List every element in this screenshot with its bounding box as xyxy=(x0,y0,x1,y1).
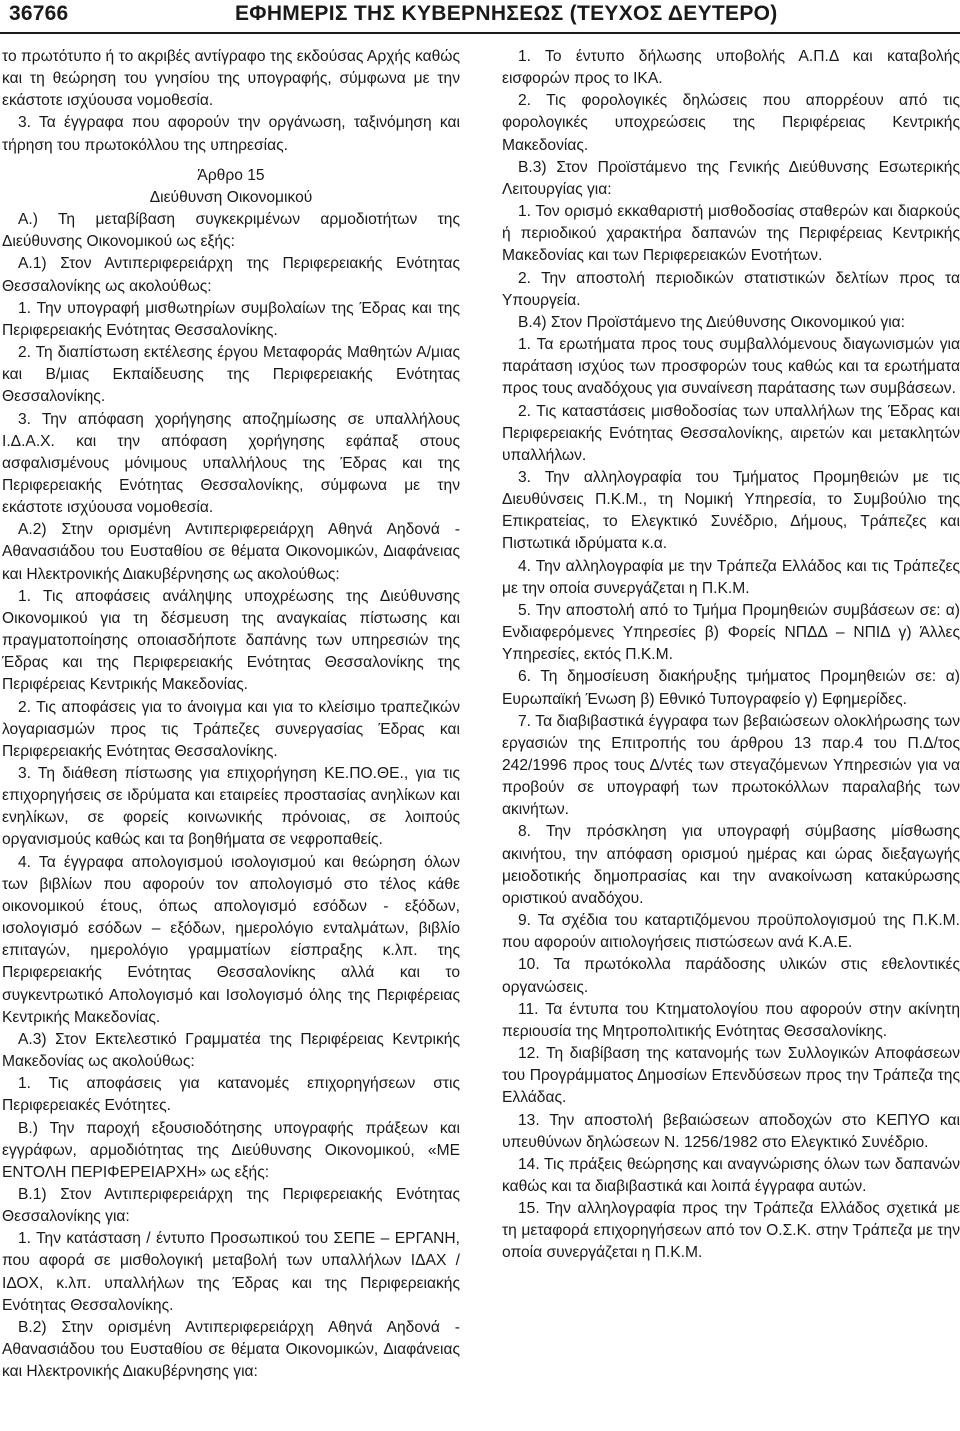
paragraph: 1. Τα ερωτήματα προς τους συμβαλλόμενους διαγωνισμών για παράταση ισχύος των προσφορών τους καθώς και τα ερωτήματα προς τους αναδόχους για συναίνεση παράτασης των συμβάσεων. xyxy=(502,336,960,398)
article-subheading: Διεύθυνση Οικονομικού xyxy=(149,188,313,206)
paragraph: 2. Τη διαπίστωση εκτέλεσης έργου Μεταφοράς Μαθητών Α/μιας και Β/μιας Εκπαίδευσης της Περιφερειακής Ενότητας Θεσσαλονίκης. xyxy=(2,344,460,406)
paragraph: 2. Την αποστολή περιοδικών στατιστικών δελτίων προς τα Υπουργεία. xyxy=(502,269,960,309)
paragraph: 1. Την κατάσταση / έντυπο Προσωπικού του ΣΕΠΕ – ΕΡΓΑΝΗ, που αφορά σε μισθολογική μεταβολή των υπαλλήλων ΙΔΑΧ / ΙΔΟΧ, κ.λπ. υπαλλήλων της Έδρας και της Περιφερειακής Ενότητας Θεσσαλονίκης. xyxy=(2,1230,460,1314)
right-column xyxy=(502,46,960,1265)
paragraph: 1. Τον ορισμό εκκαθαριστή μισθοδοσίας σταθερών και διαρκούς ή περιοδικού χαρακτήρα δαπανών της Περιφέρειας Κεντρικής Μακεδονίας και των Περιφερειακών Ενοτήτων. xyxy=(502,203,960,265)
paragraph: 4. Την αλληλογραφία με την Τράπεζα Ελλάδος και τις Τράπεζες με την οποία συνεργάζεται η Π.Κ.Μ. xyxy=(502,557,960,597)
journal-title: ΕΦΗΜΕΡΙΣ ΤΗΣ ΚΥΒΕΡΝΗΣΕΩΣ (ΤΕΥΧΟΣ ΔΕΥΤΕΡΟ) xyxy=(235,2,778,25)
paragraph: 3. Τα έγγραφα που αφορούν την οργάνωση, ταξινόμηση και τήρηση του πρωτοκόλλου της υπηρεσίας. xyxy=(2,114,460,154)
paragraph: 2. Τις καταστάσεις μισθοδοσίας των υπαλλήλων της Έδρας και Περιφερειακής Ενότητας Θεσσαλονίκης, αιρετών και μετακλητών υπαλλήλων. xyxy=(502,402,960,464)
paragraph: 15. Την αλληλογραφία προς την Τράπεζα Ελλάδος σχετικά με τη μεταφορά επιχορηγήσεων από τον Ο.Σ.Κ. στην Τράπεζα με την οποία συνεργάζεται η Π.Κ.Μ. xyxy=(502,1200,960,1262)
paragraph: Β.4) Στον Προϊστάμενο της Διεύθυνσης Οικονομικού για: xyxy=(518,313,906,331)
paragraph: 3. Την αλληλογραφία του Τμήματος Προμηθειών με τις Διευθύνσεις Π.Κ.Μ., τη Νομική Υπηρεσία, το Συμβούλιο της Επικρατείας, το Ελεγκτικό Συνέδριο, Δήμους, Τράπεζες και Πιστωτικά ιδρύματα κ.α. xyxy=(502,468,960,553)
paragraph: 13. Την αποστολή βεβαιώσεων αποδοχών στο ΚΕΠΥΟ και υπευθύνων δηλώσεων Ν. 1256/1982 στο Ελεγκτικό Συνέδριο. xyxy=(502,1111,960,1151)
paragraph: 11. Τα έντυπα του Κτηματολογίου που αφορούν στην ακίνητη περιουσία της Μητροπολιτικής Ενότητας Θεσσαλονίκης. xyxy=(502,1000,960,1040)
paragraph: 1. Την υπογραφή μισθωτηρίων συμβολαίων της Έδρας και της Περιφερειακής Ενότητας Θεσσαλονίκης. xyxy=(2,299,460,339)
paragraph: 1. Τις αποφάσεις ανάληψης υποχρέωσης της Διεύθυνσης Οικονομικού για τη δέσμευση της αναγκαίας πίστωσης και πραγματοποίησης οποιασδήποτε δαπάνης των υπηρεσιών της Έδρας και της Περιφερειακής Ενότητας Θεσσαλονίκης της Περιφέρειας Κεντρικής Μακεδονίας. xyxy=(2,587,460,694)
paragraph: Α.2) Στην ορισμένη Αντιπεριφερειάρχη Αθηνά Αηδονά - Αθανασιάδου του Ευσταθίου σε θέματα Οικονομικών, Διαφάνειας και Ηλεκτρονικής Διακυβέρνησης ως ακολούθως: xyxy=(2,521,460,583)
paragraph: Β.1) Στον Αντιπεριφερειάρχη της Περιφερειακής Ενότητας Θεσσαλονίκης για: xyxy=(2,1185,460,1226)
paragraph: Β.3) Στον Προϊστάμενο της Γενικής Διεύθυνσης Εσωτερικής Λειτουργίας για: xyxy=(502,158,960,198)
paragraph: 14. Τις πράξεις θεώρησης και αναγνώρισης όλων των δαπανών καθώς και τα διαβιβαστικά και λοιπά έγγραφα αυτών. xyxy=(502,1155,960,1195)
paragraph: 9. Τα σχέδια του καταρτιζόμενου προϋπολογισμού της Π.Κ.Μ. που αφορούν αιτιολογήσεις πιστώσεων ανά Κ.Α.Ε. xyxy=(502,912,960,952)
paragraph: το πρωτότυπο ή το ακριβές αντίγραφο της εκδούσας Αρχής καθώς και τη θεώρηση του γνησίου της υπογραφής, σύμφωνα με την εκάστοτε ισχύουσα νομοθεσία. xyxy=(2,48,460,110)
paragraph: Α.3) Στον Εκτελεστικό Γραμματέα της Περιφέρειας Κεντρικής Μακεδονίας ως ακολούθως: xyxy=(2,1030,460,1071)
left-column xyxy=(2,46,460,1383)
page-header xyxy=(0,0,960,30)
paragraph: Β.2) Στην ορισμένη Αντιπεριφερειάρχη Αθηνά Αηδονά - Αθανασιάδου του Ευσταθίου σε θέματα Οικονομικών, Διαφάνειας και Ηλεκτρονικής Διακυβέρνησης για: xyxy=(2,1318,460,1381)
paragraph: 6. Τη δημοσίευση διακήρυξης τμήματος Προμηθειών σε: α) Ευρωπαϊκή Ένωση β) Εθνικό Τυπογραφείο γ) Εφημερίδες. xyxy=(502,668,960,708)
paragraph: 2. Τις φορολογικές δηλώσεις που απορρέουν από τις φορολογικές υποχρεώσεις της Περιφέρειας Κεντρικής Μακεδονίας. xyxy=(502,92,960,154)
header-rule xyxy=(0,32,960,34)
paragraph: Α.) Τη μεταβίβαση συγκεκριμένων αρμοδιοτήτων της Διεύθυνσης Οικονομικού ως εξής: xyxy=(2,211,460,251)
paragraph: 12. Τη διαβίβαση της κατανομής των Συλλογικών Αποφάσεων του Προγράμματος Δημοσίων Επενδύσεων προς την Τράπεζα της Ελλάδας. xyxy=(502,1045,960,1107)
paragraph: 2. Τις αποφάσεις για το άνοιγμα και για το κλείσιμο τραπεζικών λογαριασμών προς τις Τράπεζες συνεργασίας Έδρας και Περιφερειακής Ενότητας Θεσσαλονίκης. xyxy=(2,698,460,760)
article-heading: Άρθρο 15 xyxy=(197,166,265,184)
paragraph: 5. Την αποστολή από το Τμήμα Προμηθειών συμβάσεων σε: α) Ενδιαφερόμενες Υπηρεσίες β) Φορείς ΝΠΔΔ – ΝΠΙΔ γ) Άλλες Υπηρεσίες, εκτός Π.Κ.Μ. xyxy=(502,601,960,664)
paragraph: 1. Το έντυπο δήλωσης υποβολής Α.Π.Δ και καταβολής εισφορών προς το ΙΚΑ. xyxy=(502,48,960,88)
paragraph: 10. Τα πρωτόκολλα παράδοσης υλικών στις εθελοντικές οργανώσεις. xyxy=(502,956,960,996)
paragraph: 3. Την απόφαση χορήγησης αποζημίωσης σε υπαλλήλους Ι.Δ.Α.Χ. και την απόφαση χορήγησης εφάπαξ στους ασφαλισμένους μόνιμους υπαλλήλους της Έδρας και της Περιφερειακής Ενότητας Θεσσαλονίκης, σύμφωνα με την εκάστοτε ισχύουσα νομοθεσία. xyxy=(2,410,460,517)
paragraph: Β.) Την παροχή εξουσιοδότησης υπογραφής πράξεων και εγγράφων, αρμοδιότητας της Διεύθυνσης Οικονομικού, «ΜΕ ΕΝΤΟΛΗ ΠΕΡΙΦΕΡΕΙΑΡΧΗ» ως εξής: xyxy=(2,1119,460,1181)
paragraph: 7. Τα διαβιβαστικά έγγραφα των βεβαιώσεων ολοκλήρωσης των εργασιών της Επιτροπής του άρθρου 13 παρ.4 του Π.Δ/τος 242/1996 προς τους Δ/ντές των στεγαζόμενων Υπηρεσιών για να προβούν σε υπογραφή των πρωτοκόλλων παραλαβής των ακινήτων. xyxy=(502,712,960,819)
paragraph: 4. Τα έγγραφα απολογισμού ισολογισμού και θεώρηση όλων των βιβλίων που αφορούν τον απολογισμό στο τέλος κάθε οικονομικού έτους, όπως απολογισμό εσόδων - εξόδων, ισολογισμό εσόδων – εξόδων, ημερολόγιο ενταλμάτων, βιβλίο επιταγών, ημερολόγιο γραμματίων είσπραξης κ.λπ. της Περιφερειακής Ενότητας Θεσσαλονίκης αλλά και το συγκεντρωτικό Απολογισμό και Ισολογισμό όλης της Περιφέρειας Κεντρικής Μακεδονίας. xyxy=(2,853,460,1026)
page-number: 36766 xyxy=(9,2,69,25)
paragraph: 8. Την πρόσκληση για υπογραφή σύμβασης μίσθωσης ακινήτου, την απόφαση ορισμού ημέρας και ώρας διεξαγωγής μειοδοτικής δημοπρασίας και την ανακοίνωση κατακύρωσης οριστικού αναδόχου. xyxy=(502,823,960,907)
paragraph: Α.1) Στον Αντιπεριφερειάρχη της Περιφερειακής Ενότητας Θεσσαλονίκης ως ακολούθως: xyxy=(2,255,460,295)
paragraph: 3. Τη διάθεση πίστωσης για επιχορήγηση ΚΕ.ΠΟ.ΘΕ., για τις επιχορηγήσεις σε ιδρύματα και εταιρείες προστασίας ανηλίκων και ενηλίκων, σε φορείς κοινωνικής πρόνοιας, σε λοιπούς οργανισμούς καθώς και τα βοηθήματα σε νεφροπαθείς. xyxy=(2,765,460,849)
paragraph: 1. Τις αποφάσεις για κατανομές επιχορηγήσεων στις Περιφερειακές Ενότητες. xyxy=(2,1075,460,1115)
